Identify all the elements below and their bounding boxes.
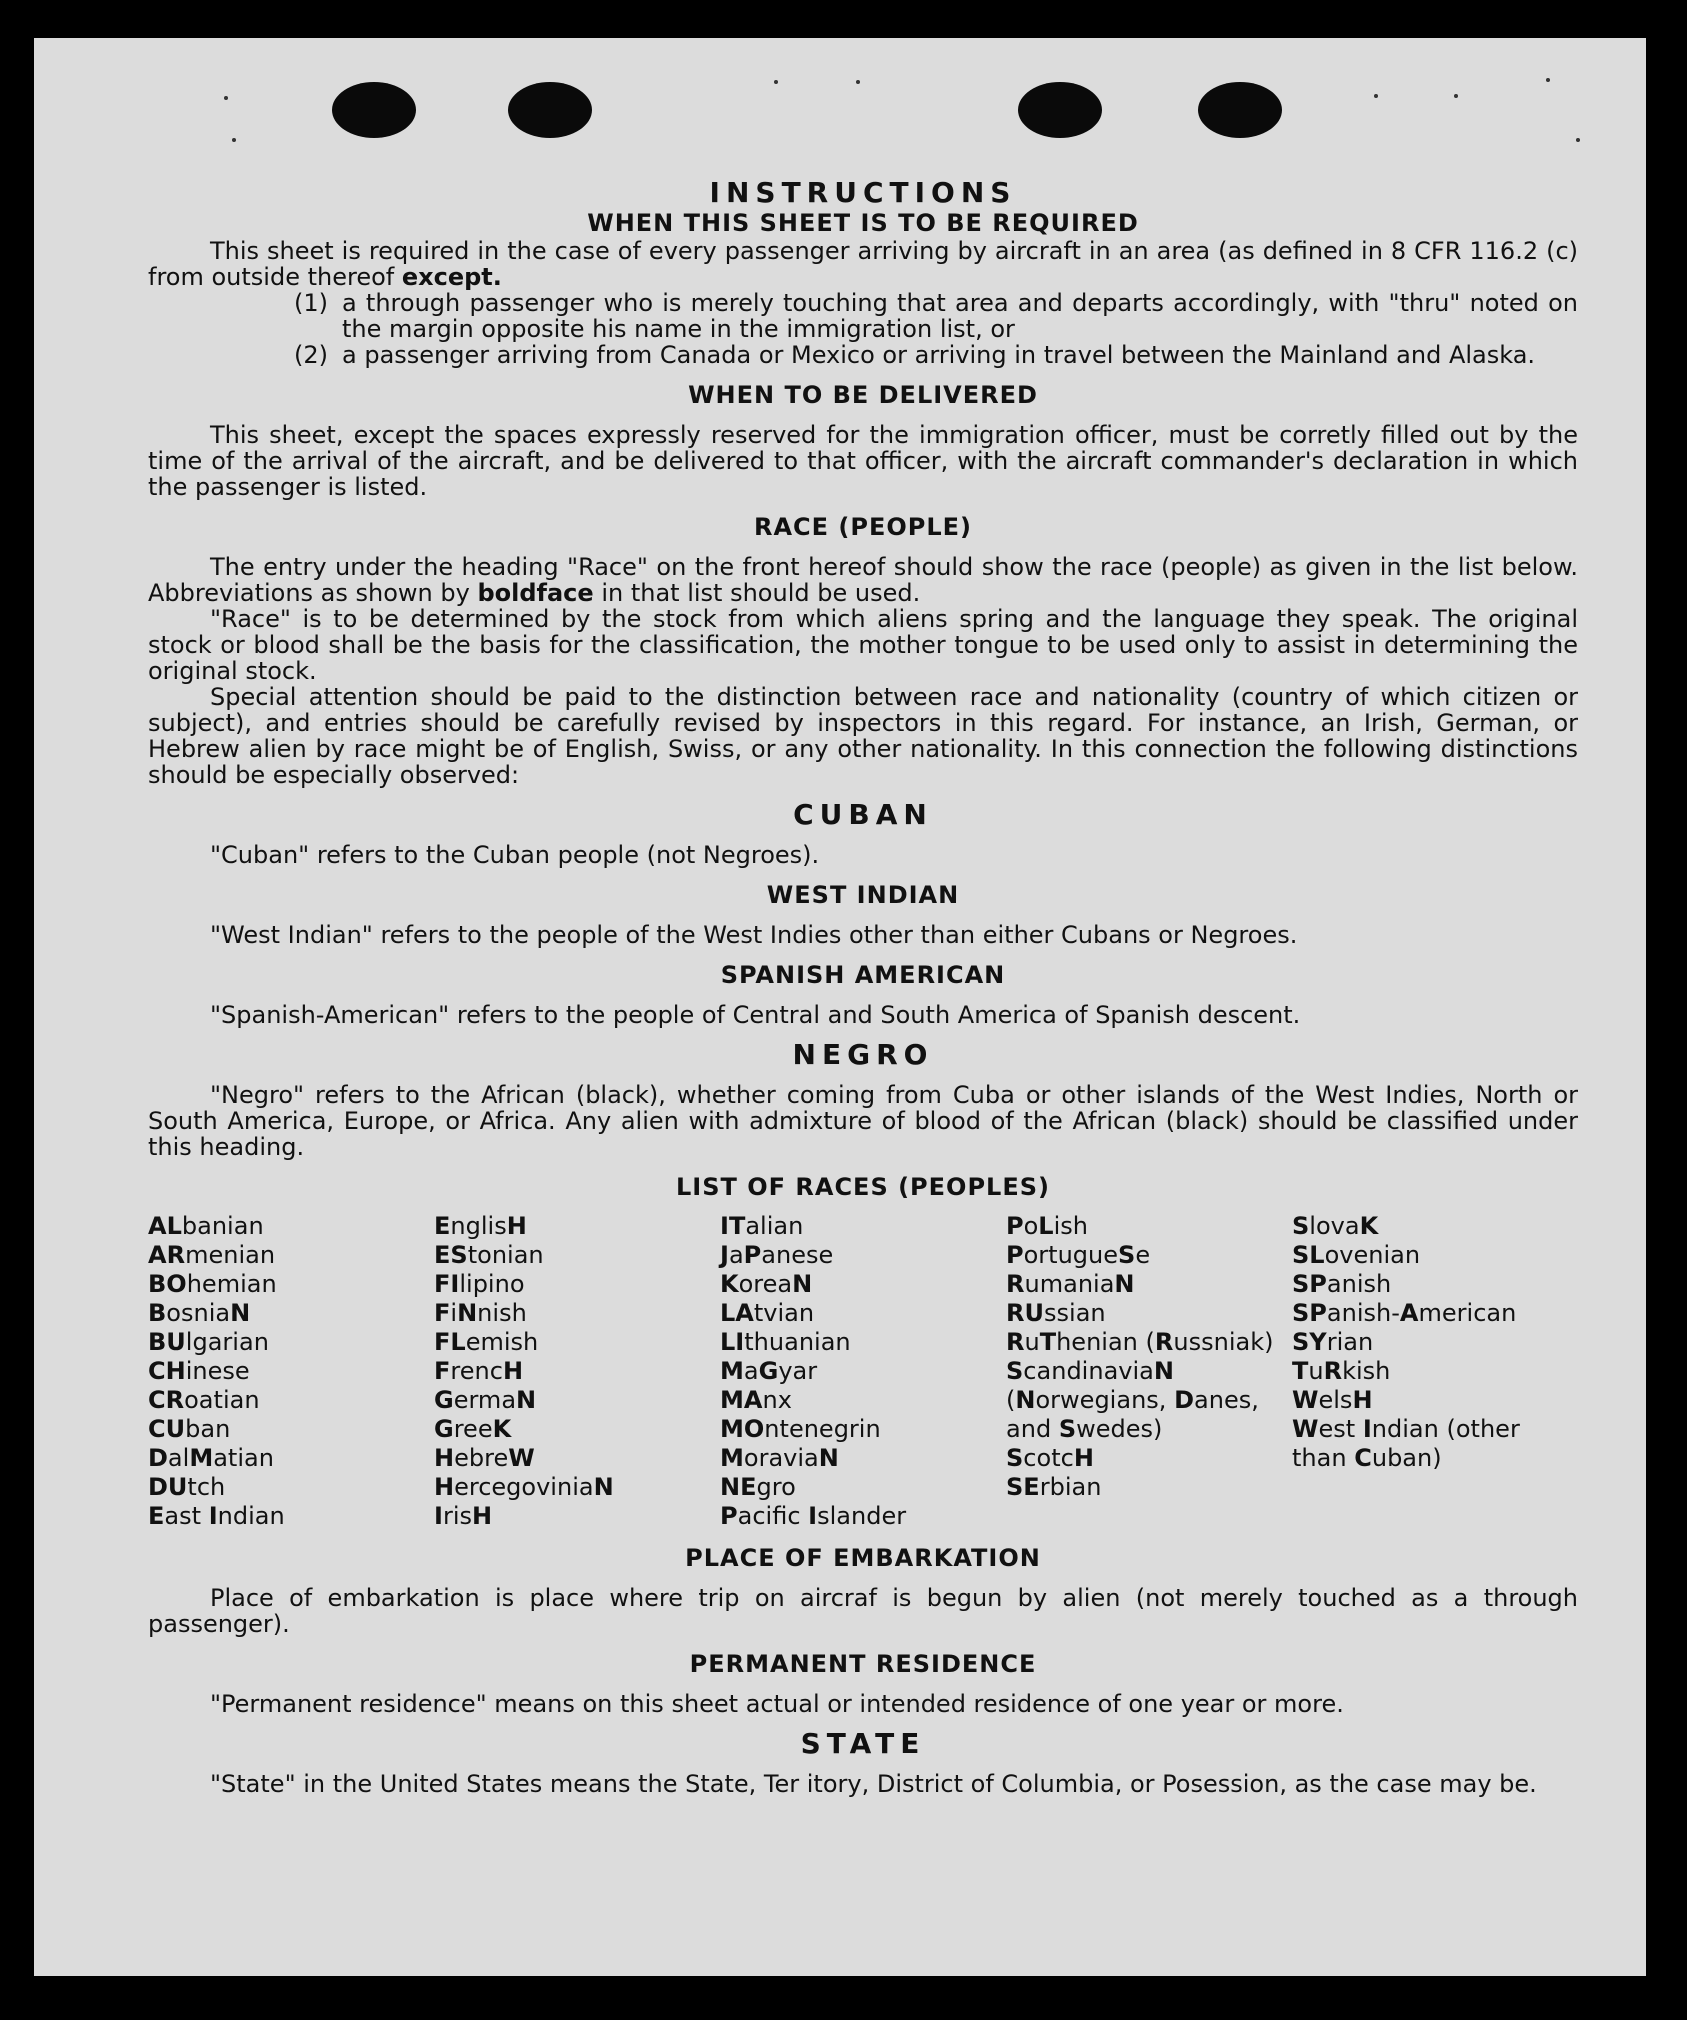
race-entry: CUban [148,1415,231,1443]
race-entry: LAtvian [720,1299,815,1327]
speck [232,138,236,142]
race-entry: EStonian [434,1241,544,1269]
embarkation-text: Place of embarkation is place where trip on aircraf is begun by alien (not merely touched as a through passenger). [148,1584,1578,1638]
race-entry: SlovaK [1292,1212,1379,1240]
residence-text: "Permanent residence" means on this sheet actual or intended residence of one year or more. [210,1690,1344,1718]
race-entry: FLemish [434,1328,539,1356]
race-entry: HercegoviniaN [434,1473,614,1501]
races-list [148,1212,1578,1531]
race-entry: East Indian [148,1502,285,1530]
race-entry: BOhemian [148,1270,277,1298]
heading-state: STATE [800,1727,926,1760]
race-entry: CRoatian [148,1386,260,1414]
race-entry: PortugueSe [1006,1241,1151,1269]
heading-list-of-races: LIST OF RACES (PEOPLES) [676,1173,1050,1201]
race-entry: FIlipino [434,1270,525,1298]
race-entry: WelsH [1292,1386,1373,1414]
race-entry: EnglisH [434,1212,527,1240]
race-entry: MaGyar [720,1357,818,1385]
race-entry: RuThenian (Russniak) [1006,1328,1274,1356]
race-entry: ScotcH [1006,1444,1094,1472]
negro-text: "Negro" refers to the African (black), whether coming from Cuba or other islands of the West Indies, North or South America, Europe, or Africa. Any alien with admixture of blood of the African (black) should be classified under this heading. [148,1081,1578,1161]
required-item [148,290,1578,342]
speck [224,96,228,100]
race-p1-end: in that list should be used. [601,579,921,607]
heading-permanent-residence: PERMANENT RESIDENCE [689,1650,1037,1678]
race-entry: MoraviaN [720,1444,839,1472]
race-entry: LIthuanian [720,1328,851,1356]
race-entry: PoLish [1006,1212,1088,1240]
speck [856,80,860,84]
race-entry: ScandinaviaN (Norwegians, Danes, and Swedes) [1006,1357,1259,1443]
heading-embarkation: PLACE OF EMBARKATION [685,1544,1041,1572]
race-entry: TuRkish [1292,1357,1391,1385]
race-entry: JaPanese [720,1241,834,1269]
race-entry: FiNnish [434,1299,527,1327]
race-entry: SErbian [1006,1473,1102,1501]
heading-negro: NEGRO [792,1038,934,1071]
heading-delivered: WHEN TO BE DELIVERED [688,381,1038,409]
punch-hole [508,82,592,138]
races-column [1006,1212,1292,1531]
heading-west-indian: WEST INDIAN [766,881,960,909]
document-title: INSTRUCTIONS [709,176,1017,209]
heading-race: RACE (PEOPLE) [753,513,973,541]
race-entry: DUtch [148,1473,226,1501]
heading-spanish-american: SPANISH AMERICAN [720,961,1006,989]
required-intro [148,238,1578,290]
race-entry: RumaniaN [1006,1270,1135,1298]
race-entry: ITalian [720,1212,804,1240]
race-entry: GreeK [434,1415,512,1443]
race-entry: SPanish-American [1292,1299,1517,1327]
race-paragraph-3: Special attention should be paid to the distinction between race and nationality (country of which citizen or subject), and entries should be carefully revised by inspectors in this regard. For instance, an Irish, German, or Hebrew alien by race might be of English, Swiss, or any other nationality. In this connection the following distinctions should be especially observed: [148,683,1578,789]
race-entry: RUssian [1006,1299,1106,1327]
speck [774,80,778,84]
speck [1576,138,1580,142]
state-text: "State" in the United States means the State, Ter itory, District of Columbia, or Posession, as the case may be. [210,1770,1537,1798]
race-paragraph-1 [148,554,1578,606]
required-intro-text: This sheet is required in the case of every passenger arriving by aircraft in an area (as defined in 8 CFR 116.2 (c) from outside thereof [148,237,1578,291]
race-p1-start: The entry under the heading "Race" on the front hereof should show the race (people) as given in the list below. Abbreviations as shown by [148,553,1578,607]
west-indian-text: "West Indian" refers to the people of the West Indies other than either Cubans or Negroes. [210,921,1298,949]
race-entry: MOntenegrin [720,1415,881,1443]
race-p1-bold: boldface [477,579,594,607]
race-entry: GermaN [434,1386,537,1414]
speck [1546,78,1550,82]
race-entry: ALbanian [148,1212,264,1240]
spanish-american-text: "Spanish-American" refers to the people of Central and South America of Spanish descent. [210,1001,1301,1029]
heading-cuban: CUBAN [793,798,933,831]
race-entry: West Indian (other than Cuban) [1292,1415,1520,1472]
races-column [148,1212,434,1531]
races-column [720,1212,1006,1531]
race-entry: NEgro [720,1473,796,1501]
race-entry: SLovenian [1292,1241,1421,1269]
heading-required: WHEN THIS SHEET IS TO BE REQUIRED [587,209,1139,237]
race-entry: FrencH [434,1357,524,1385]
race-entry: BosniaN [148,1299,251,1327]
item-text: a through passenger who is merely touching that area and departs accordingly, with "thru" noted on the margin opposite his name in the immigration list, or [342,289,1578,343]
required-item [148,342,1578,368]
cuban-text: "Cuban" refers to the Cuban people (not Negroes). [210,841,820,869]
race-entry: BUlgarian [148,1328,269,1356]
item-number: (2) [294,341,328,369]
races-column [434,1212,720,1531]
speck [1374,94,1378,98]
instructions-content [148,178,1578,1797]
race-paragraph-2: "Race" is to be determined by the stock from which aliens spring and the language they speak. The original stock or blood shall be the basis for the classification, the mother tongue to be used only to assist in determining the original stock. [148,605,1578,685]
item-number: (1) [294,289,328,317]
punch-hole [332,82,416,138]
required-intro-bold: except. [401,263,502,291]
race-entry: ARmenian [148,1241,276,1269]
race-entry: KoreaN [720,1270,813,1298]
punch-hole [1018,82,1102,138]
races-column [1292,1212,1578,1531]
race-entry: IrisH [434,1502,493,1530]
race-entry: Pacifc Islander [720,1502,907,1530]
race-entry: CHinese [148,1357,250,1385]
item-text: a passenger arriving from Canada or Mexico or arriving in travel between the Mainland and Alaska. [342,341,1536,369]
race-entry: MAnx [720,1386,792,1414]
race-entry: DalMatian [148,1444,274,1472]
race-entry: SPanish [1292,1270,1392,1298]
race-entry: HebreW [434,1444,535,1472]
delivered-text: This sheet, except the spaces expressly reserved for the immigration officer, must be corretly filled out by the time of the arrival of the aircraft, and be delivered to that officer, with the aircraft commander's declaration in which the passenger is listed. [148,421,1578,501]
race-entry: SYrian [1292,1328,1374,1356]
speck [1454,94,1458,98]
punch-hole [1198,82,1282,138]
